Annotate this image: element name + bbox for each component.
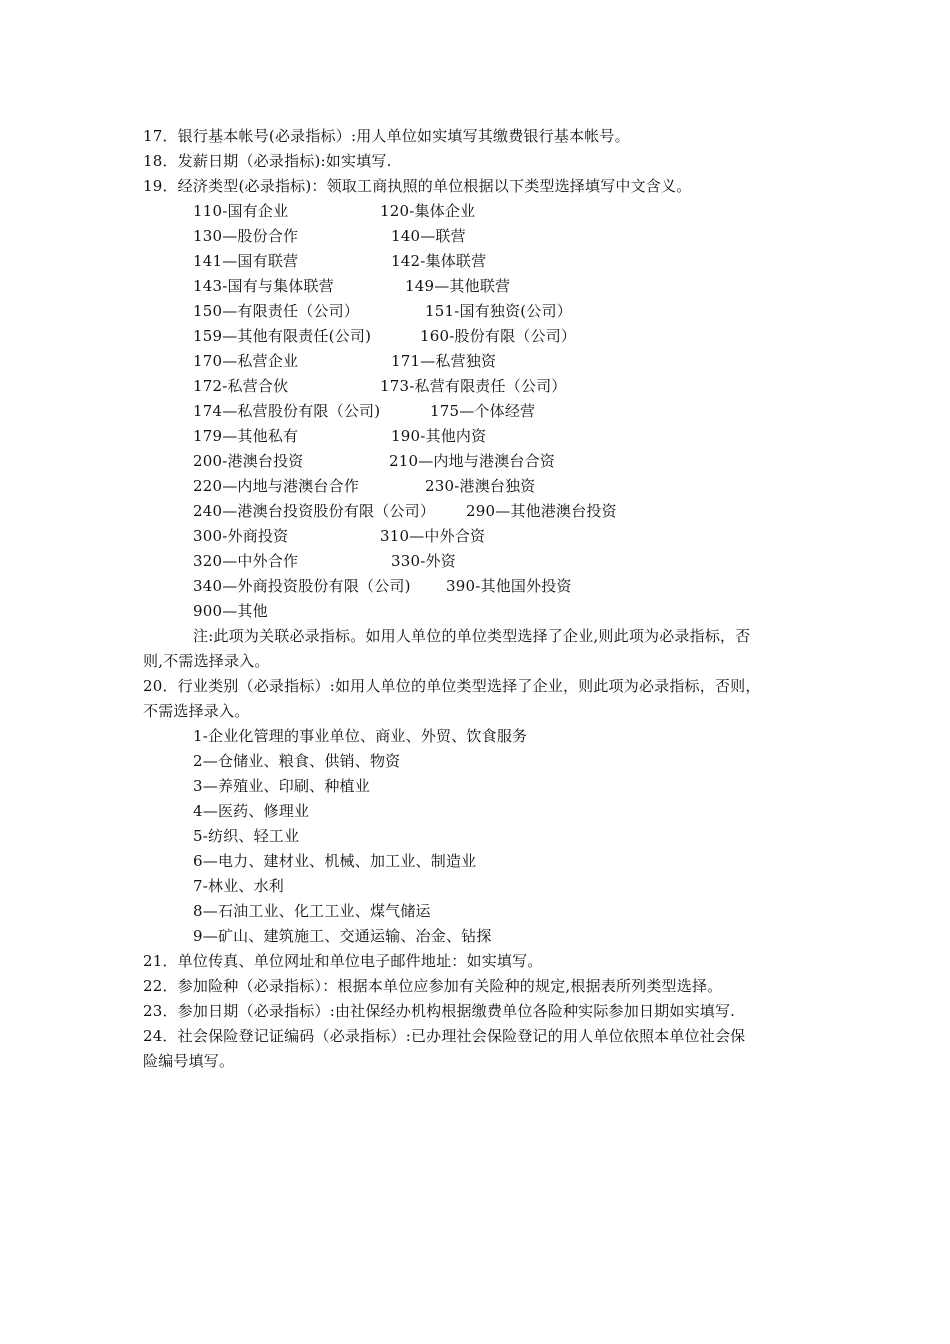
econ-code: 130—股份合作: [193, 227, 299, 245]
econ-code: 120-集体企业: [380, 202, 476, 220]
note-line: 则,不需选择录入。: [143, 652, 270, 670]
econ-code: 174—私营股份有限（公司): [193, 402, 381, 420]
industry-item: 5-纺织、轻工业: [193, 827, 300, 845]
item-20: 20．行业类别（必录指标）:如用人单位的单位类型选择了企业，则此项为必录指标，否则，: [143, 677, 761, 695]
industry-item: 2—仓储业、粮食、供销、物资: [193, 752, 401, 770]
industry-item: 6—电力、建材业、机械、加工业、制造业: [193, 852, 477, 870]
item-21: 21．单位传真、单位网址和单位电子邮件地址：如实填写。: [143, 952, 543, 970]
econ-code: 149—其他联营: [405, 277, 511, 295]
econ-code: 390-其他国外投资: [446, 577, 572, 595]
item-23: 23．参加日期（必录指标）:由社保经办机构根据缴费单位各险种实际参加日期如实填写.: [143, 1002, 736, 1020]
item-24-cont: 险编号填写。: [143, 1052, 235, 1070]
econ-code: 140—联营: [391, 227, 466, 245]
econ-code: 330-外资: [391, 552, 456, 570]
econ-code: 173-私营有限责任（公司）: [380, 377, 567, 395]
econ-code: 900—其他: [193, 602, 268, 620]
item-22: 22．参加险种（必录指标）：根据本单位应参加有关险种的规定,根据表所列类型选择。: [143, 977, 723, 995]
item-19: 19．经济类型(必录指标)：领取工商执照的单位根据以下类型选择填写中文含义。: [143, 177, 692, 195]
econ-code: 150—有限责任（公司）: [193, 302, 360, 320]
econ-code: 175—个体经营: [430, 402, 536, 420]
econ-code: 151-国有独资(公司）: [425, 302, 572, 320]
econ-code: 141—国有联营: [193, 252, 299, 270]
item-20-cont: 不需选择录入。: [143, 702, 250, 720]
industry-item: 4—医药、修理业: [193, 802, 310, 820]
econ-code: 230-港澳台独资: [425, 477, 536, 495]
item-17: 17．银行基本帐号(必录指标）:用人单位如实填写其缴费银行基本帐号。: [143, 127, 630, 145]
industry-item: 9—矿山、建筑施工、交通运输、冶金、钻探: [193, 927, 492, 945]
econ-code: 320—中外合作: [193, 552, 299, 570]
industry-item: 8—石油工业、化工工业、煤气储运: [193, 902, 431, 920]
econ-code: 340—外商投资股份有限（公司): [193, 577, 411, 595]
econ-code: 300-外商投资: [193, 527, 289, 545]
econ-code: 310—中外合资: [380, 527, 486, 545]
econ-code: 172-私营合伙: [193, 377, 289, 395]
note-line: 注:此项为关联必录指标。如用人单位的单位类型选择了企业,则此项为必录指标，否: [193, 627, 751, 645]
econ-code: 200-港澳台投资: [193, 452, 304, 470]
econ-code: 210—内地与港澳台合资: [389, 452, 556, 470]
econ-code: 290—其他港澳台投资: [466, 502, 617, 520]
item-18: 18．发薪日期（必录指标):如实填写.: [143, 152, 392, 170]
industry-item: 1-企业化管理的事业单位、商业、外贸、饮食服务: [193, 727, 528, 745]
econ-code: 143-国有与集体联营: [193, 277, 334, 295]
econ-code: 160-股份有限（公司）: [420, 327, 577, 345]
industry-item: 3—养殖业、印刷、种植业: [193, 777, 370, 795]
econ-code: 170—私营企业: [193, 352, 299, 370]
econ-code: 159—其他有限责任(公司): [193, 327, 372, 345]
econ-code: 220—内地与港澳台合作: [193, 477, 360, 495]
econ-code: 240—港澳台投资股份有限（公司）: [193, 502, 436, 520]
econ-code: 110-国有企业: [193, 202, 289, 220]
econ-code: 190-其他内资: [391, 427, 487, 445]
econ-code: 171—私营独资: [391, 352, 497, 370]
item-24: 24．社会保险登记证编码（必录指标）:已办理社会保险登记的用人单位依照本单位社会保: [143, 1027, 746, 1045]
econ-code: 179—其他私有: [193, 427, 299, 445]
industry-item: 7-林业、水利: [193, 877, 285, 895]
econ-code: 142-集体联营: [391, 252, 487, 270]
